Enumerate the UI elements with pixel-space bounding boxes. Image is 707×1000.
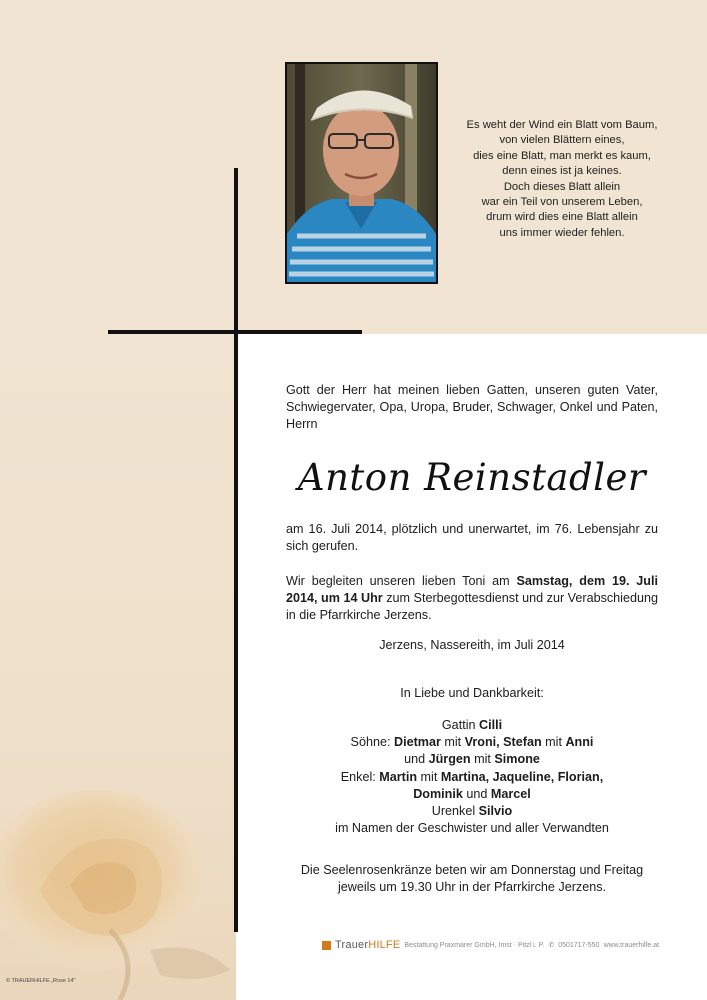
mourner-line-relatives: im Namen der Geschwister und aller Verwandten <box>335 821 609 836</box>
son-name: Jürgen <box>428 752 471 767</box>
poem-line: drum wird dies eine Blatt allein <box>486 211 638 224</box>
footer-phone: 0501717-550 <box>558 941 600 949</box>
cross-horizontal-bar <box>108 330 362 334</box>
place-date: Jerzens, Nassereith, im Juli 2014 <box>379 638 565 652</box>
wife-name: Cilli <box>479 718 503 732</box>
death-notice-text: am 16. Juli 2014, plötzlich und unerwartet, im 76. Lebensjahr zu sich gerufen. <box>286 522 658 553</box>
poem-line: von vielen Blättern eines, <box>499 134 625 147</box>
connector-text: und <box>462 786 491 801</box>
mourner-line-wife <box>280 717 664 734</box>
poem-line: Doch dieses Blatt allein <box>503 180 621 193</box>
mourner-line-sons-2 <box>280 751 664 768</box>
intro-text: Gott der Herr hat meinen lieben Gatten, unseren guten Vater, Schwiegervater, Opa, Uropa, Bruder, Schwager, Onkel und Paten, Herrn <box>286 383 658 431</box>
son-name: Dietmar <box>393 735 441 750</box>
mourners-list <box>280 717 664 837</box>
mourner-line-sons <box>280 734 664 751</box>
poem-line: uns immer wieder fehlen. <box>499 226 625 239</box>
footer-company: Bestattung Praxmarer GmbH, Imst · Pitzl i. P. <box>404 941 545 949</box>
brand-second: HILFE <box>368 939 401 951</box>
grandchild-name: Martin <box>379 769 418 784</box>
cross-vertical-bar <box>234 168 238 932</box>
wife-label: Gattin <box>441 718 479 732</box>
footer-web: www.trauerhilfe.at <box>603 941 660 949</box>
sons-label: Söhne: <box>350 735 394 750</box>
grandchild-names: Martina, Jaqueline, Florian, <box>440 769 604 784</box>
connector-text: mit <box>440 735 465 750</box>
mourner-line-great-grandchild <box>280 803 664 820</box>
mourner-line-grandchildren-2 <box>280 786 664 803</box>
funeral-text-end: zum Sterbegottesdienst und zur Verabschiedung in die Pfarrkirche Jerzens. <box>286 591 658 622</box>
poem <box>452 118 672 241</box>
image-credit: © TRAUERHILFE „Rose 14" <box>6 978 76 984</box>
rosary-info: Die Seelenrosenkränze beten wir am Donnerstag und Freitag jeweils um 19.30 Uhr in der Pfarrkirche Jerzens. <box>300 863 644 895</box>
footer-brand <box>335 939 400 951</box>
grandchild-name: Marcel <box>490 786 531 801</box>
mourners-heading: In Liebe und Dankbarkeit: <box>400 686 544 700</box>
poem-line: Es weht der Wind ein Blatt vom Baum, <box>466 119 658 131</box>
trauerhilfe-logo-icon <box>322 941 331 950</box>
son-partner-name: Anni <box>565 735 594 750</box>
phone-icon: ✆ <box>548 942 555 949</box>
grandchildren-label: Enkel: <box>340 769 380 784</box>
funeral-date: Samstag, dem 19. Juli 2014, um 14 Uhr <box>286 574 659 605</box>
great-grandchild-label: Urenkel <box>431 804 479 819</box>
funeral-text-start: Wir begleiten unseren lieben Toni am <box>286 574 517 588</box>
portrait-photo <box>285 62 438 284</box>
funeral-info <box>286 573 658 624</box>
deceased-name: Anton Reinstadler <box>297 456 647 499</box>
great-grandchild-name: Silvio <box>478 804 513 819</box>
footer <box>322 939 692 951</box>
connector-text: mit <box>470 752 495 767</box>
son-partner-name: Vroni, Stefan <box>464 735 542 750</box>
poem-line: denn eines ist ja keines. <box>502 165 622 178</box>
mourner-line-grandchildren <box>280 769 664 786</box>
son-partner-name: Simone <box>494 752 540 767</box>
connector-text: und <box>404 752 429 767</box>
connector-text: mit <box>417 769 441 784</box>
brand-first: Trauer <box>335 939 369 951</box>
grandchild-name: Dominik <box>413 786 463 801</box>
poem-line: war ein Teil von unserem Leben, <box>481 196 643 209</box>
poem-line: dies eine Blatt, man merkt es kaum, <box>473 149 651 162</box>
connector-text: mit <box>541 735 566 750</box>
rose-image <box>0 770 236 1000</box>
